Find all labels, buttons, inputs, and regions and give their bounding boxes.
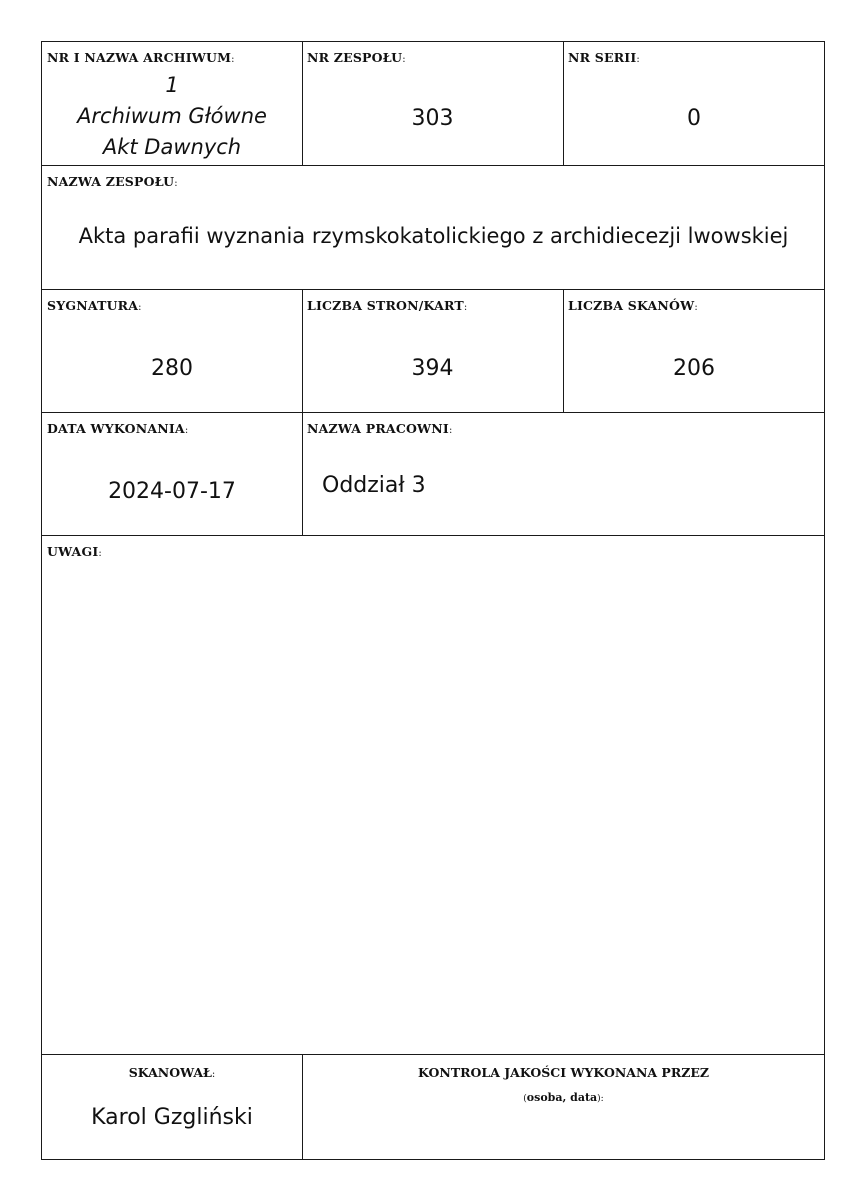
archive-label: NR I NAZWA ARCHIWUM: bbox=[47, 50, 235, 65]
workshop-label: NAZWA PRACOWNI: bbox=[307, 421, 453, 436]
fond-number-value: 303 bbox=[411, 106, 454, 131]
fond-name-value: Akta parafii wyznania rzymskokatolickiego z archidiecezji lwowskiej bbox=[78, 224, 789, 248]
scan-count-value: 206 bbox=[673, 356, 715, 381]
series-number-label: NR SERII: bbox=[568, 50, 640, 65]
scan-count-cell bbox=[563, 290, 825, 412]
date-label: DATA WYKONANIA: bbox=[47, 421, 189, 436]
fond-number-label: NR ZESPOŁU: bbox=[307, 50, 406, 65]
series-number-cell bbox=[563, 42, 825, 165]
series-number-value: 0 bbox=[687, 106, 701, 131]
metadata-form bbox=[41, 41, 825, 1160]
quality-control-cell bbox=[302, 1055, 825, 1160]
archive-number: 1 bbox=[165, 73, 179, 97]
scanned-by-value: Karol Gzgliński bbox=[91, 1105, 253, 1130]
scanned-by-cell bbox=[42, 1055, 302, 1160]
quality-control-label: KONTROLA JAKOŚCI WYKONANA PRZEZ bbox=[417, 1065, 709, 1080]
date-value: 2024-07-17 bbox=[108, 479, 236, 504]
notes-label: UWAGI: bbox=[47, 544, 102, 559]
archive-name-line2: Akt Dawnych bbox=[102, 135, 242, 159]
archive-value bbox=[42, 70, 302, 163]
scan-count-label: LICZBA SKANÓW: bbox=[568, 298, 698, 313]
date-cell bbox=[42, 413, 302, 535]
scanned-by-label: SKANOWAŁ: bbox=[128, 1065, 216, 1080]
quality-control-sublabel: (osoba, data): bbox=[523, 1091, 604, 1104]
archive-cell bbox=[42, 42, 302, 165]
signature-value: 280 bbox=[151, 356, 193, 381]
signature-cell bbox=[42, 290, 302, 412]
fond-name-label: NAZWA ZESPOŁU: bbox=[47, 174, 178, 189]
notes-cell bbox=[42, 536, 825, 1054]
page-count-label: LICZBA STRON/KART: bbox=[307, 298, 468, 313]
page-count-value: 394 bbox=[411, 356, 454, 381]
archive-name-line1: Archiwum Główne bbox=[77, 104, 267, 128]
workshop-value: Oddział 3 bbox=[322, 473, 426, 498]
page-count-cell bbox=[302, 290, 563, 412]
workshop-cell bbox=[302, 413, 825, 535]
signature-label: SYGNATURA: bbox=[47, 298, 142, 313]
fond-number-cell bbox=[302, 42, 563, 165]
fond-name-cell bbox=[42, 166, 825, 289]
